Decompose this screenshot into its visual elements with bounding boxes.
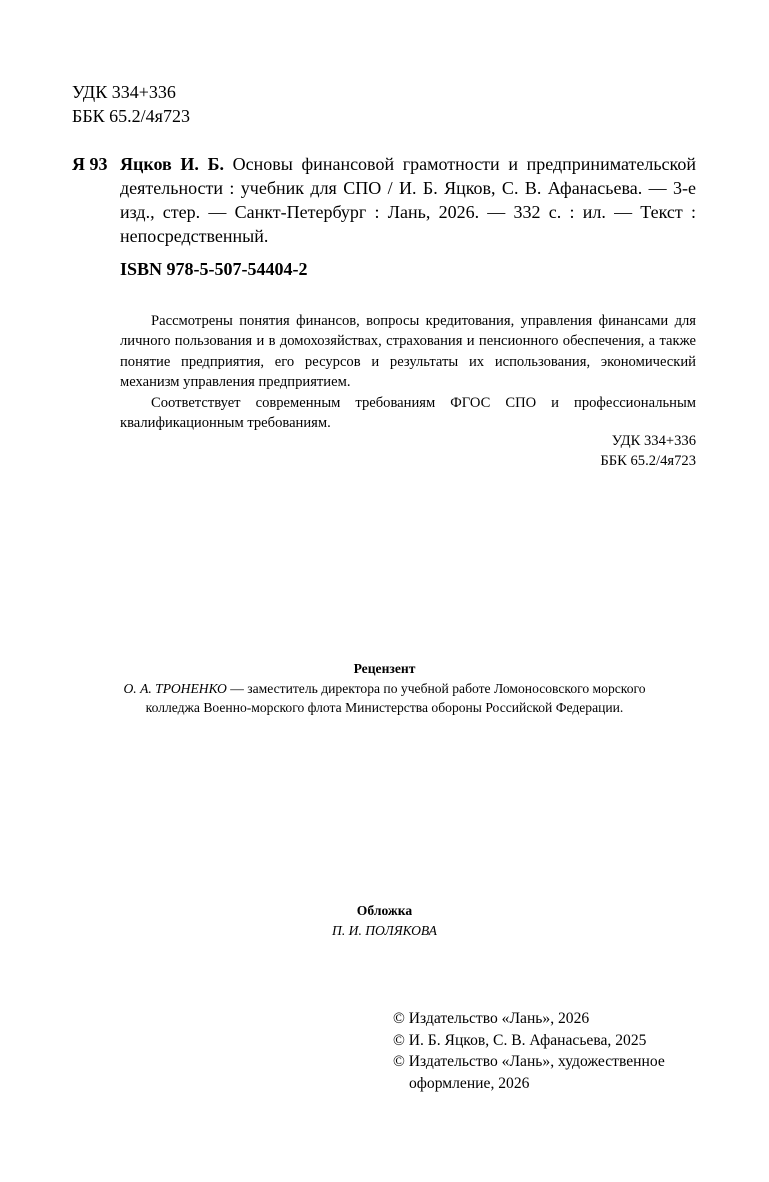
cover-credit: [200, 901, 569, 940]
reviewer-block: [96, 659, 673, 718]
bbk-code-right: ББК 65.2/4я723: [600, 453, 696, 470]
author-sign: Я 93: [72, 154, 108, 174]
annotation: [120, 311, 696, 433]
bibliographic-description: Основы финансовой грамотности и предпринимательской деятельности : учебник для СПО / И. Б. Яцков, С. В. Афанасьева. — 3-е изд., стер. — Санкт-Петербург : Лань, 2026. — 332 с. : ил. — Текст : непосредственный.: [120, 154, 696, 246]
classification-header: [72, 80, 190, 128]
reviewer-heading: Рецензент: [353, 661, 416, 676]
copyright-line: © Издательство «Лань», художественное оформление, 2026: [393, 1053, 665, 1092]
copyright-block: [393, 1008, 723, 1094]
author-name: Яцков И. Б.: [120, 154, 224, 174]
bbk-code: ББК 65.2/4я723: [72, 106, 190, 126]
udk-code-right: УДК 334+336: [611, 433, 696, 449]
udk-code: УДК 334+336: [72, 82, 176, 102]
reviewer-description: — заместитель директора по учебной работе Ломоносовского морского колледжа Военно-морского флота Министерства обороны Российской Федерации.: [145, 680, 646, 716]
cover-heading: Обложка: [356, 903, 413, 918]
bibliographic-record: [120, 152, 696, 248]
copyright-line: © И. Б. Яцков, С. В. Афанасьева, 2025: [393, 1031, 647, 1049]
classification-footer: [500, 431, 696, 472]
annotation-paragraph: Рассмотрены понятия финансов, вопросы кредитования, управления финансами для личного пользования и в домохозяйствах, страхования и пенсионного обеспечения, а также понятие предприятия, его ресурсов и результаты их использования, экономический механизм управления предприятием.: [120, 313, 696, 391]
reviewer-name: О. А. ТРОНЕНКО: [123, 680, 227, 696]
reviewer-text: [96, 679, 673, 718]
copyright-line: © Издательство «Лань», 2026: [393, 1010, 590, 1027]
annotation-paragraph: Соответствует современным требованиям ФГОС СПО и профессиональным квалификационным требованиям.: [120, 394, 696, 432]
cover-designer-name: П. И. ПОЛЯКОВА: [332, 922, 437, 938]
isbn: ISBN 978-5-507-54404-2: [120, 259, 308, 279]
